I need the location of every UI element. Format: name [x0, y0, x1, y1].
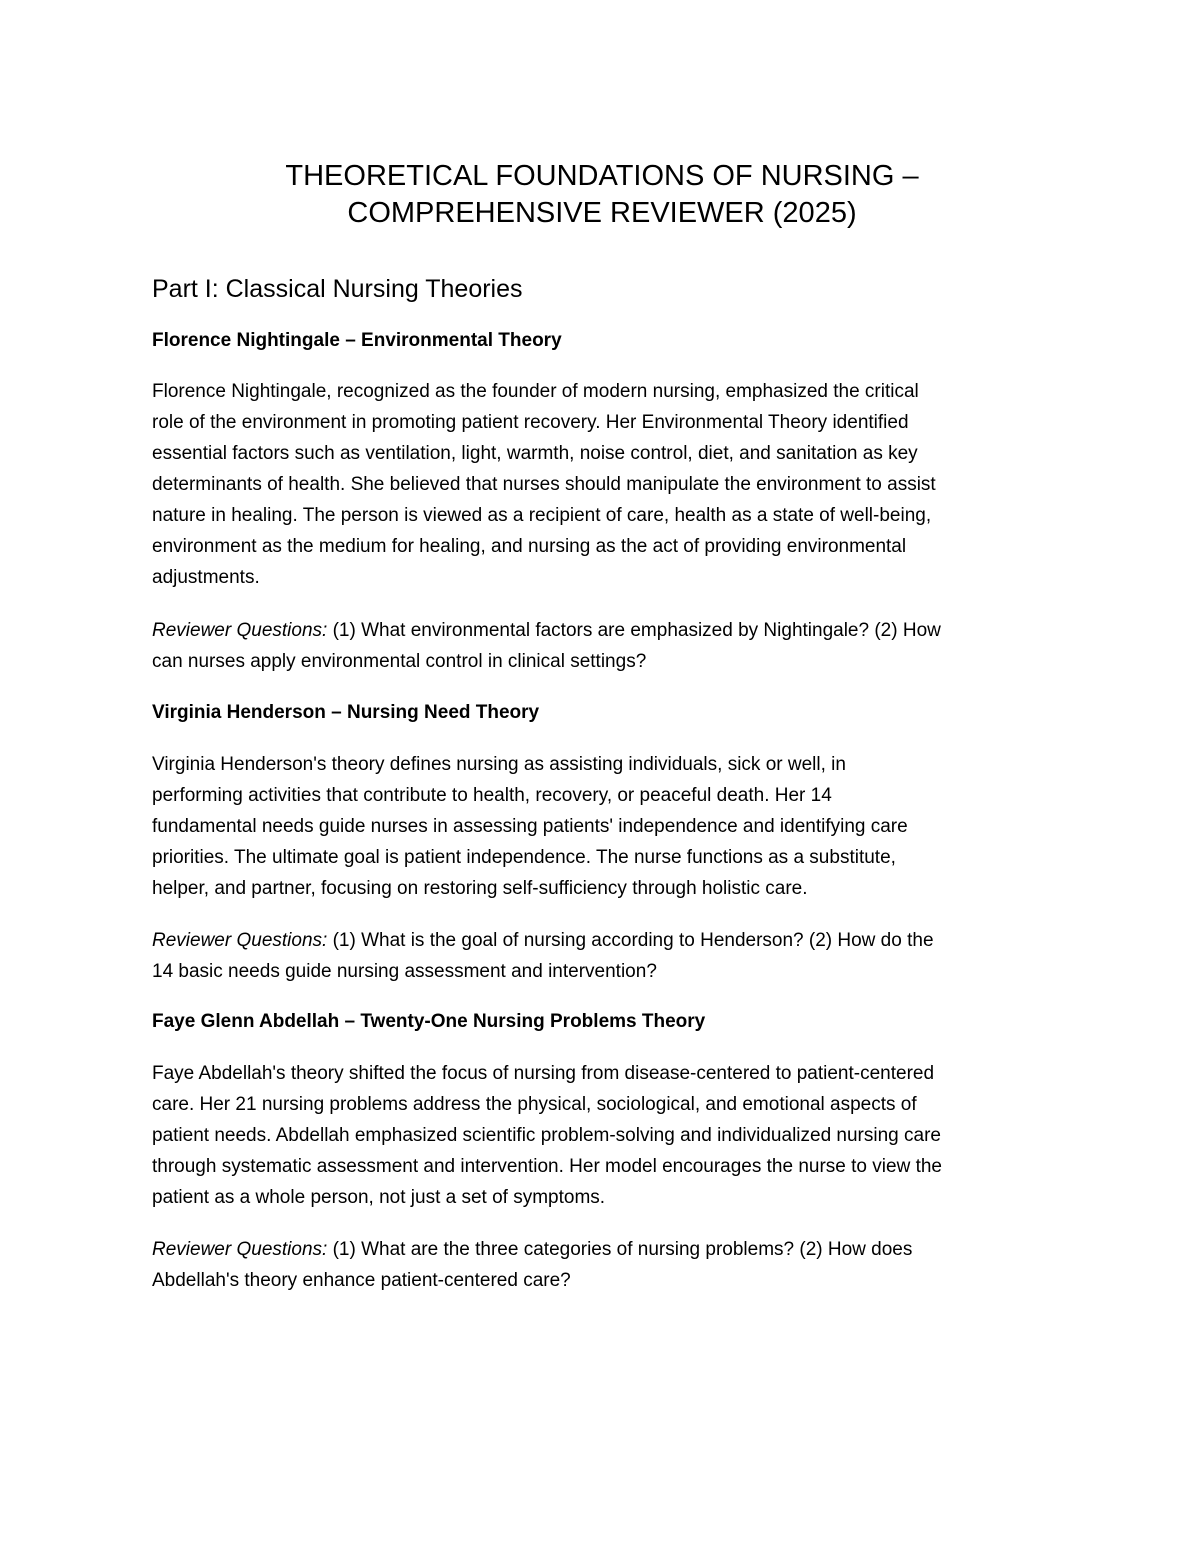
section-heading-abdellah: Faye Glenn Abdellah – Twenty-One Nursing Problems Theory [152, 1011, 706, 1032]
body-line: nature in healing. The person is viewed as a recipient of care, health as a state of well-being, [152, 505, 932, 526]
reviewer-questions-label: Reviewer Questions: [152, 1239, 328, 1260]
section-body-nightingale [152, 376, 1052, 593]
section-heading-nightingale: Florence Nightingale – Environmental Theory [152, 330, 562, 351]
body-line: role of the environment in promoting patient recovery. Her Environmental Theory identified [152, 412, 909, 433]
section-heading-henderson: Virginia Henderson – Nursing Need Theory [152, 702, 540, 723]
reviewer-questions-henderson [152, 925, 1052, 987]
body-line: care. Her 21 nursing problems address the physical, sociological, and emotional aspects of [152, 1094, 917, 1115]
body-line: essential factors such as ventilation, light, warmth, noise control, diet, and sanitation as key [152, 443, 918, 464]
body-line: environment as the medium for healing, and nursing as the act of providing environmental [152, 536, 907, 557]
body-line: determinants of health. She believed that nurses should manipulate the environment to assist [152, 474, 936, 495]
body-line: patient as a whole person, not just a set of symptoms. [152, 1187, 606, 1208]
section-body-abdellah [152, 1058, 1052, 1213]
body-line: priorities. The ultimate goal is patient independence. The nurse functions as a substitute, [152, 847, 896, 868]
reviewer-questions-abdellah [152, 1234, 1052, 1296]
body-line: adjustments. [152, 567, 260, 588]
body-line: performing activities that contribute to health, recovery, or peaceful death. Her 14 [152, 785, 832, 806]
title-line-1: THEORETICAL FOUNDATIONS OF NURSING – [285, 160, 919, 192]
reviewer-questions-label: Reviewer Questions: [152, 620, 328, 641]
body-line: through systematic assessment and intervention. Her model encourages the nurse to view the [152, 1156, 942, 1177]
question-line: (1) What are the three categories of nursing problems? (2) How does [327, 1239, 913, 1260]
reviewer-questions-nightingale [152, 615, 1052, 677]
section-body-henderson [152, 749, 1052, 904]
part-heading: Part I: Classical Nursing Theories [152, 275, 523, 303]
title-line-2: COMPREHENSIVE REVIEWER (2025) [347, 197, 857, 229]
document-title [152, 158, 1052, 232]
body-line: Florence Nightingale, recognized as the founder of modern nursing, emphasized the critical [152, 381, 919, 402]
reviewer-questions-label: Reviewer Questions: [152, 930, 328, 951]
body-line: Virginia Henderson's theory defines nursing as assisting individuals, sick or well, in [152, 754, 846, 775]
question-line: (1) What environmental factors are emphasized by Nightingale? (2) How [327, 620, 941, 641]
body-line: Faye Abdellah's theory shifted the focus of nursing from disease-centered to patient-centered [152, 1063, 935, 1084]
question-line: Abdellah's theory enhance patient-centered care? [152, 1270, 571, 1291]
question-line: 14 basic needs guide nursing assessment and intervention? [152, 961, 657, 982]
body-line: helper, and partner, focusing on restoring self-sufficiency through holistic care. [152, 878, 808, 899]
question-line: (1) What is the goal of nursing according to Henderson? (2) How do the [327, 930, 934, 951]
body-line: fundamental needs guide nurses in assessing patients' independence and identifying care [152, 816, 908, 837]
body-line: patient needs. Abdellah emphasized scientific problem-solving and individualized nursing care [152, 1125, 941, 1146]
question-line: can nurses apply environmental control in clinical settings? [152, 651, 647, 672]
